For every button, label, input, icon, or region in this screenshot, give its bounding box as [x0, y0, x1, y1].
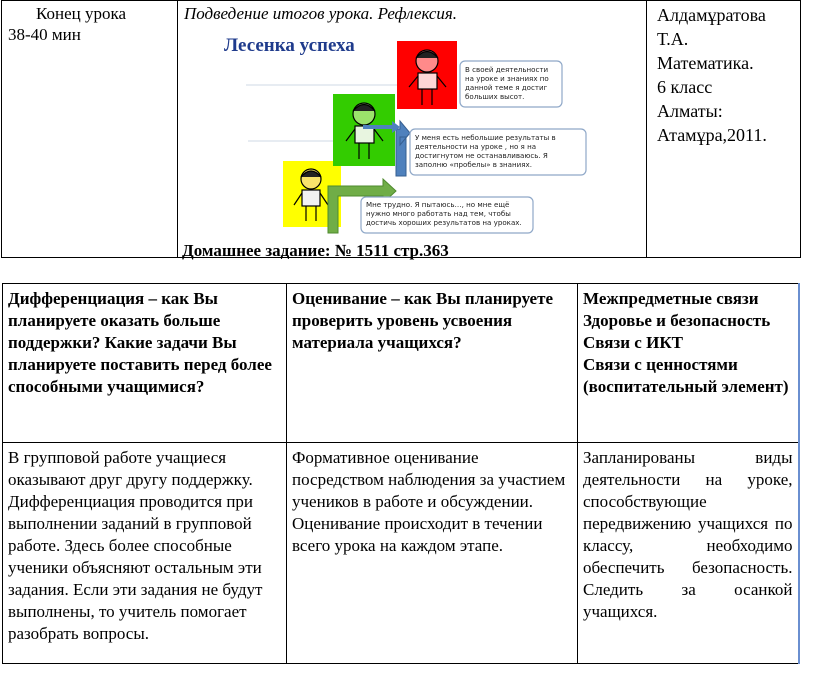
success-ladder-diagram: [178, 1, 654, 257]
source-reference-cell: [647, 1, 801, 258]
arrow-to-red-icon: [396, 121, 410, 176]
cell-assessment: Формативное оценивание посредством наблюдения за участием учеников в работе и обсуждении. Оценивание происходит в течении всего урока на каждом этапе.: [287, 443, 578, 664]
lesson-activity-cell: [178, 1, 647, 258]
lesson-title: Подведение итогов урока. Рефлексия.: [184, 4, 458, 23]
svg-text:В своей деятельности: В своей деятельности на уроке и знаниях по данной теме я достиг больших высот.: [465, 65, 549, 101]
svg-text:У меня есть небольшие результа: У меня есть небольшие результаты в деятельности на уроке , но я на достигнутом не останавливаюсь. Я заполню «пробелы» в знаниях.: [415, 133, 556, 169]
source-publisher: Атамұра,2011.: [657, 125, 767, 145]
homework-assignment: Домашнее задание: № 1511 стр.363: [182, 241, 449, 260]
lesson-stage-table: [1, 0, 801, 258]
stage-name: Конец урока: [36, 4, 127, 23]
planning-table: [2, 283, 800, 664]
header-cross-line-2: Здоровье и безопасность: [583, 311, 771, 330]
header-assessment: Оценивание – как Вы планируете проверить уровень усвоения материала учащихся?: [287, 284, 578, 443]
cell-differentiation: В групповой работе учащиеся оказывают друг другу поддержку. Дифференциация проводится при выполнении заданий в групповой работе. Здесь более способные ученики объясняют остальным эти задания. Если эти задания не будут выполнены, то учитель помогает разобрать вопросы.: [3, 443, 287, 664]
header-cross-line-3: Связи с ИКТ: [583, 333, 683, 352]
header-cross-line-1: Межпредметные связи: [583, 289, 759, 308]
header-cross-curricular: [578, 284, 799, 443]
header-differentiation: Дифференциация – как Вы планируете оказать больше поддержки? Какие задачи Вы планируете поставить перед более способными учащимися?: [3, 284, 287, 443]
stage-duration: 38-40 мин: [8, 25, 81, 44]
step-description-3: [460, 61, 562, 107]
stage-time-cell: [2, 1, 178, 258]
diagram-title: Лесенка успеха: [224, 35, 355, 56]
step-description-2: [410, 129, 586, 175]
source-subject: Математика.: [657, 53, 754, 73]
source-author: Алдамұратова: [657, 5, 766, 25]
step-description-1: [361, 197, 533, 233]
source-city: Алматы:: [657, 101, 723, 121]
svg-text:Мне трудно. Я пытаюсь…, но мне: Мне трудно. Я пытаюсь…, но мне ещё нужно много работать над тем, чтобы достичь хороших результатов на уроках.: [366, 200, 522, 227]
source-grade: 6 класс: [657, 77, 713, 97]
cell-cross-curricular: Запланированы виды деятельности на уроке, способствующие передвижению учащихся по классу, необходимо обеспечить безопасность. Следить за осанкой учащихся.: [578, 443, 799, 664]
source-initials: Т.А.: [657, 29, 689, 49]
header-cross-line-4: Связи с ценностями (воспитательный элемент): [583, 355, 789, 396]
